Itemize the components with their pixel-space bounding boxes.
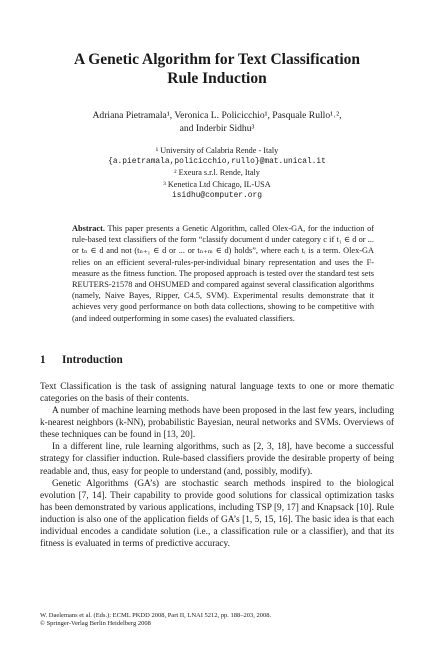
email-3: isidhu@computer.org [172,190,262,200]
footer-copyright: © Springer-Verlag Berlin Heidelberg 2008 [40,620,151,628]
authors-line-2: and Inderbir Sidhu³ [179,122,255,134]
abstract-label: Abstract. [72,224,105,234]
affiliation-1: ¹ University of Calabria Rende - Italy [155,146,279,155]
footer-citation: W. Daelemans et al. (Eds.): ECML PKDD 2008, Part II, LNAI 5212, pp. 188–203, 2008. [40,612,272,619]
section-heading [40,353,394,367]
title-line-2: Rule Induction [167,70,267,87]
body-text [40,381,394,550]
affiliations [40,145,394,201]
section-title: Introduction [62,353,123,366]
affiliation-2: ² Exeura s.r.l. Rende, Italy [174,168,260,178]
paragraph-1: Text Classification is the task of assigning natural language texts to one or more thematic categories on the basis of their contents. [40,381,394,404]
affiliation-3: ³ Kenetica Ltd Chicago, IL-USA [163,179,271,189]
title-line-1: A Genetic Algorithm for Text Classification [73,51,361,68]
author-list [40,110,394,135]
footer [40,612,394,629]
paragraph-2: A number of machine learning methods have been proposed in the last few years, including k-nearest neighbors (k-NN), probabilistic Bayesian, neural networks and SVMs. Overviews of these techniques can be found in [13, 20]. [40,406,394,441]
paragraph-4: Genetic Algorithms (GA’s) are stochastic search methods inspired to the biological evolution [7, 14]. Their capability to provide good solutions for classical optimization tasks has been demonstrated by various applications, including TSP [9, 17] and Knapsack [10]. Rule induction is also one of the application fields of GA’s [1, 5, 15, 16]. The basic idea is that each individual encodes a candidate solution (i.e., a classification rule or a classifier), and that its fitness is evaluated in terms of predictive accuracy. [40,478,394,550]
authors-line-1: Adriana Pietramala¹, Veronica L. Policicchio¹, Pasquale Rullo¹˒², [92,110,342,121]
abstract-text: This paper presents a Genetic Algorithm, called Olex-GA, for the induction of rule-based text classifiers of the form “classify document d under category c if t₁ ∈ d or ... or tₙ ∈ d and not (tₙ₊₁ ∈ d or ... or tₙ₊ₘ ∈ d) holds”, where each tᵢ is a term. Olex-GA relies on an efficient several-rules-per-individual binary representation and uses the F-measure as the fitness function. The proposed approach is tested over the standard test sets REUTERS-21578 and OHSUMED and compared against several classification algorithms (namely, Naive Bayes, Ripper, C4.5, SVM). Experimental results demonstrate that it achieves very good performance on both data collections, showing to be competitive with (and indeed outperforming in some cases) the evaluated classifiers. [72,224,374,323]
section-number: 1 [40,353,46,366]
paper-title [40,50,394,88]
abstract [72,223,374,324]
email-1: {a.pietramala,policicchio,rullo}@mat.unical.it [108,157,326,167]
paragraph-3: In a different line, rule learning algorithms, such as [2, 3, 18], have become a successful strategy for classifier induction. Rule-based classifiers provide the desirable property of being readable and, thus, easy for people to understand (and, possibly, modify). [40,442,394,477]
